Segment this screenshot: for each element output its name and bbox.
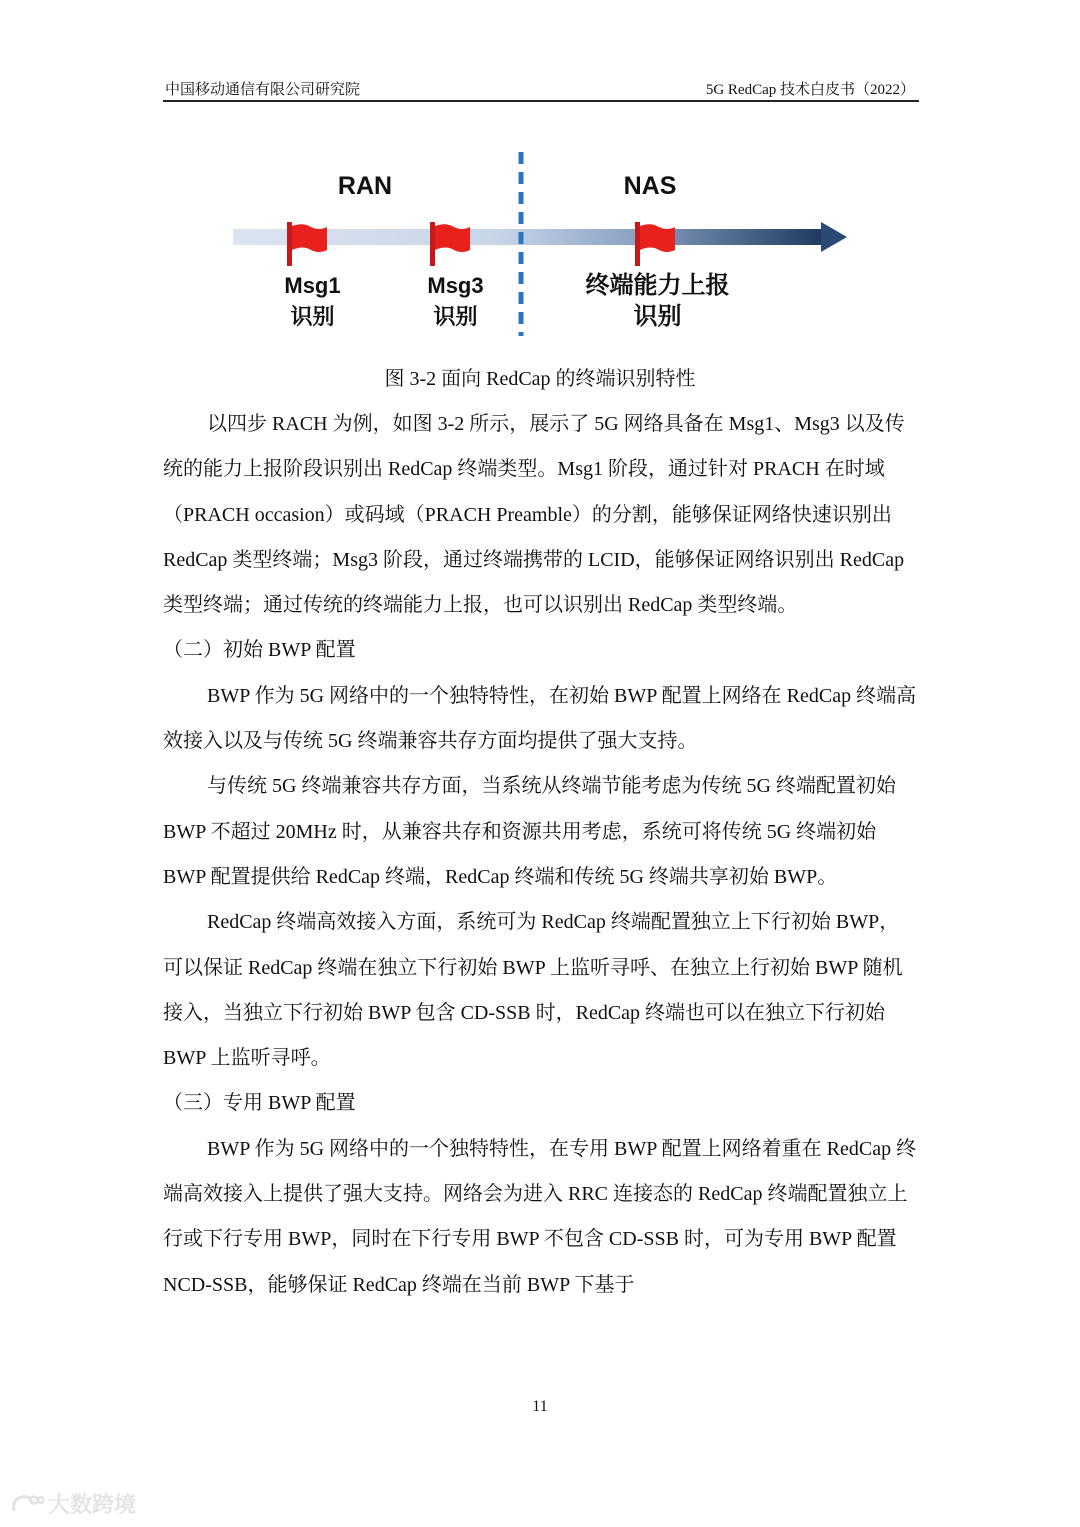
watermark-logo-icon [10,1491,44,1517]
body-text [163,402,917,1308]
paragraph: 以四步 RACH 为例，如图 3-2 所示，展示了 5G 网络具备在 Msg1、Msg3 以及传统的能力上报阶段识别出 RedCap 终端类型。Msg1 阶段，通过针对 PRACH 在时域（PRACH occasion）或码域（PRACH Preamble）的分割，能够保证网络快速识别出 RedCap 类型终端；Msg3 阶段，通过终端携带的 LCID，能够保证网络识别出 RedCap 类型终端；通过传统的终端能力上报，也可以识别出 RedCap 类型终端。 [163,413,905,617]
capability-report-label-line2: 识别 [633,303,682,330]
header-org: 中国移动通信有限公司研究院 [165,82,361,98]
paragraph: BWP 作为 5G 网络中的一个独特特性，在专用 BWP 配置上网络着重在 RedCap 终端高效接入上提供了强大支持。网络会为进入 RRC 连接态的 RedCap 终端配置独立上行或下行专用 BWP，同时在下行专用 BWP 不包含 CD-SSB 时，可为专用 BWP 配置 NCD-SSB，能够保证 RedCap 终端在当前 BWP 下基于 [163,1137,917,1296]
watermark-text: 大数跨境 [48,1493,137,1518]
paragraph: BWP 作为 5G 网络中的一个独特特性，在初始 BWP 配置上网络在 RedCap 终端高效接入以及与传统 5G 终端兼容共存方面均提供了强大支持。 [163,684,917,753]
page-number: 11 [532,1398,548,1415]
nas-label: NAS [623,172,677,200]
flag-icon [631,222,675,266]
figure-terminal-identification [225,150,855,345]
watermark [10,1488,136,1519]
capability-report-label [565,270,750,332]
timeline-arrow-head [821,222,847,252]
flag-icon [426,222,470,266]
figure-caption: 图 3-2 面向 RedCap 的终端识别特性 [384,368,696,390]
ran-label: RAN [337,172,393,200]
section-heading: （二）初始 BWP 配置 [163,639,356,662]
msg3-label-line2: 识别 [433,304,478,329]
msg1-label [265,270,360,332]
flag-icon [283,222,327,266]
capability-report-label-line1: 终端能力上报 [585,272,730,299]
header-doc-title: 5G RedCap 技术白皮书（2022） [705,82,915,98]
section-heading: （三）专用 BWP 配置 [163,1092,356,1115]
msg3-label-line1: Msg3 [427,273,484,298]
msg1-label-line2: 识别 [290,304,335,329]
paragraph: RedCap 终端高效接入方面，系统可为 RedCap 终端配置独立上下行初始 BWP，可以保证 RedCap 终端在独立下行初始 BWP 上监听寻呼、在独立上行初始 BWP 随机接入，当独立下行初始 BWP 包含 CD-SSB 时，RedCap 终端也可以在独立下行初始 BWP 上监听寻呼。 [163,911,903,1070]
msg1-label-line1: Msg1 [284,273,341,298]
msg3-label [408,270,503,332]
page-header [163,76,919,102]
paragraph: 与传统 5G 终端兼容共存方面，当系统从终端节能考虑为传统 5G 终端配置初始 BWP 不超过 20MHz 时，从兼容共存和资源共用考虑，系统可将传统 5G 终端初始 BWP 配置提供给 RedCap 终端，RedCap 终端和传统 5G 终端共享初始 BWP。 [163,775,896,888]
